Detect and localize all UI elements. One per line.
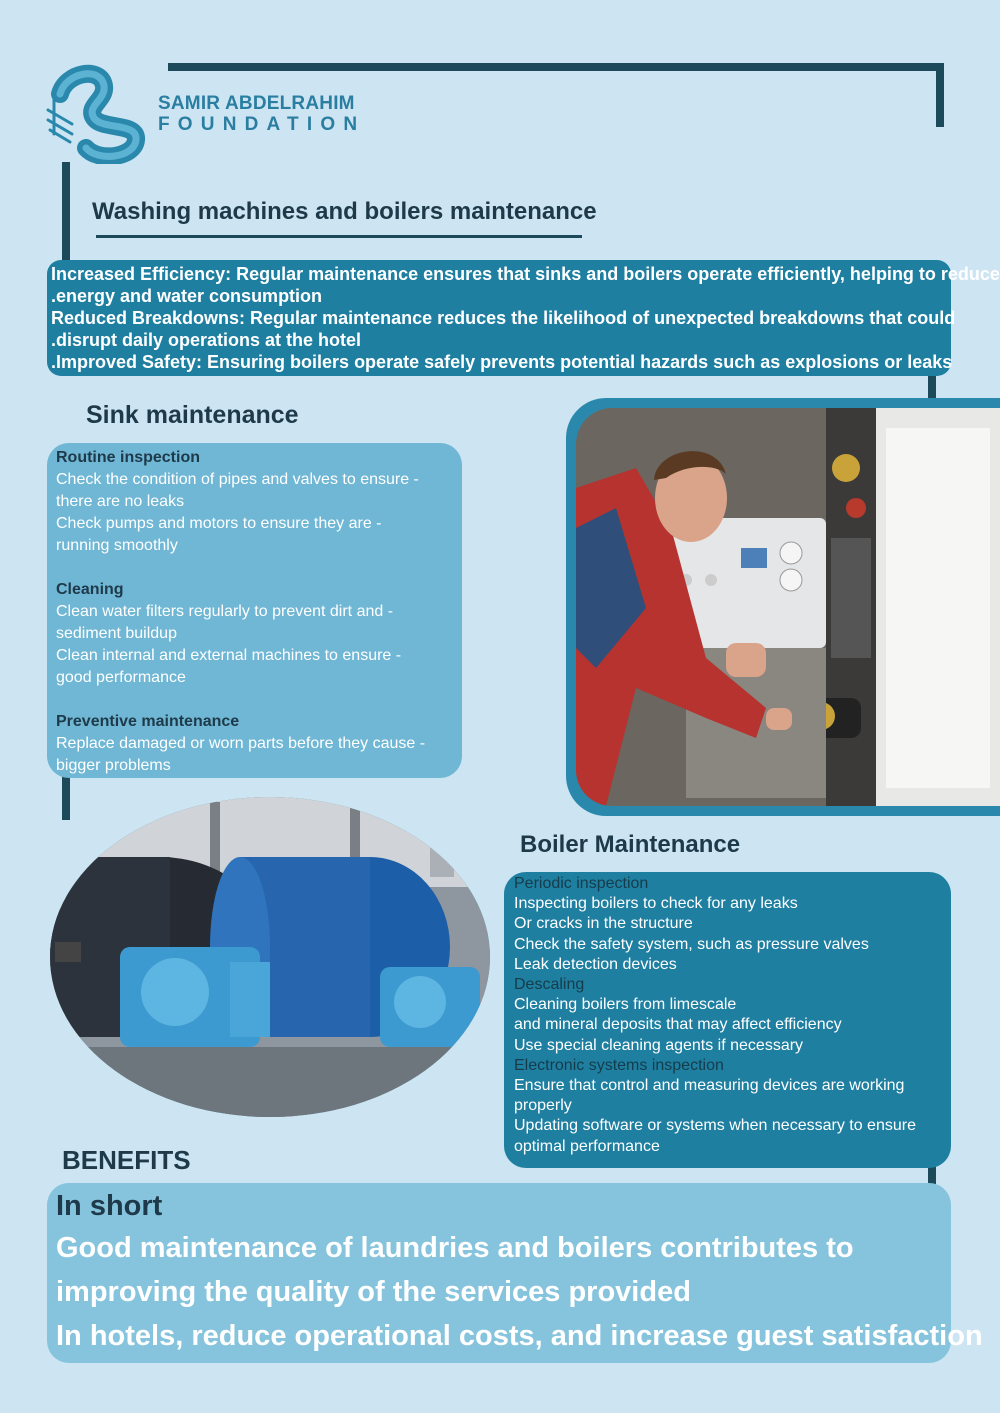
summary-line: Good maintenance of laundries and boilers contributes to [56,1232,854,1264]
efficiency-line: .energy and water consumption [51,286,323,306]
boiler-line: Ensure that control and measuring devices are working [514,1077,905,1095]
frame-line-left [62,162,70,260]
boiler-line: Updating software or systems when necessary to ensure [514,1117,916,1135]
efficiency-line: Increased Efficiency: Regular maintenance ensures that sinks and boilers operate efficiently, helping to reduce [51,264,1000,284]
boiler-line: Inspecting boilers to check for any leaks [514,895,798,913]
foundation-logo [46,64,150,164]
section-line: good performance [56,669,186,686]
brand-subtitle: FOUNDATION [158,114,366,135]
section-line: Clean water filters regularly to prevent dirt and - [56,603,394,620]
section-line: Check the condition of pipes and valves to ensure - [56,471,419,488]
section-heading: Cleaning [56,581,124,598]
boiler-line: optimal performance [514,1137,660,1155]
summary-line: improving the quality of the services provided [56,1276,691,1308]
boiler-maintenance-heading: Boiler Maintenance [520,831,741,858]
summary-box [47,1183,983,1363]
efficiency-line: .Improved Safety: Ensuring boilers operate safely prevents potential hazards such as explosions or leaks [51,352,953,372]
page-title: Washing machines and boilers maintenance [92,198,597,225]
frame-line-top [168,63,944,71]
section-line: Check pumps and motors to ensure they are - [56,515,382,532]
section-line: bigger problems [56,757,171,774]
efficiency-line: .disrupt daily operations at the hotel [51,330,362,350]
sink-maintenance-box [47,443,462,778]
boiler-heading: Periodic inspection [514,875,649,892]
boiler-line: and mineral deposits that may affect efficiency [514,1016,842,1034]
sink-section-cleaning [56,579,453,689]
benefits-heading: BENEFITS [62,1145,191,1175]
section-line: running smoothly [56,537,178,554]
boiler-line: Use special cleaning agents if necessary [514,1036,804,1054]
efficiency-line: Reduced Breakdowns: Regular maintenance reduces the likelihood of unexpected breakdowns that could [51,308,956,328]
boiler-line: properly [514,1097,572,1115]
technician-photo-frame [566,398,1000,816]
efficiency-summary-box [47,260,1000,376]
boiler-line: Check the safety system, such as pressure valves [514,935,869,953]
frame-line-right [936,63,944,127]
section-heading: Routine inspection [56,449,200,466]
boiler-line: Leak detection devices [514,955,677,973]
section-heading: Preventive maintenance [56,713,240,730]
boiler-line: Or cracks in the structure [514,915,693,933]
summary-title: In short [56,1190,163,1222]
title-underline [96,235,582,238]
section-line: sediment buildup [56,625,177,642]
section-line: Clean internal and external machines to ensure - [56,647,402,664]
summary-line: In hotels, reduce operational costs, and increase guest satisfaction [56,1320,983,1352]
section-line: Replace damaged or worn parts before they cause - [56,735,426,752]
boiler-heading: Descaling [514,976,585,994]
boiler-maintenance-box [504,872,951,1168]
technician-photo [576,408,1000,806]
frame-line-right-mid [928,376,936,398]
brand-name: SAMIR ABDELRAHIM [158,93,355,114]
frame-line-left-lower [62,775,70,820]
boiler-line: Cleaning boilers from limescale [514,996,737,1014]
section-line: there are no leaks [56,493,185,510]
sink-section-routine [56,447,453,557]
boiler-heading: Electronic systems inspection [514,1056,724,1074]
sink-maintenance-heading: Sink maintenance [86,401,299,429]
boiler-room-photo [50,797,490,1117]
sink-section-preventive [56,711,453,777]
